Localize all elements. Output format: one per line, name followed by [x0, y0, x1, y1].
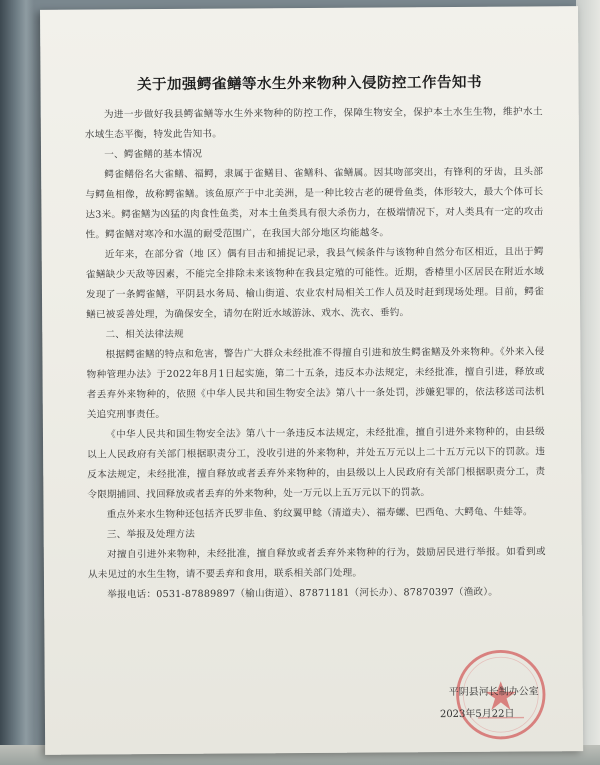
recent-sighting-paragraph: 近年来，在部分省（地 区）偶有目击和捕捉记录，我县气候条件与该物种自然分布区相近，且出于鳄雀鳝缺少天敌等因素，不能完全排除未来该物种在我县定殖的可能性。近期，香椿里小区居民在附近水域发现了一条鳄雀鳝，平阴县水务局、榆山街道、农业农村局相关工作人员及时赶到现场处理。目前，鳄雀鳝已被妥善处理，为确保安全，请勿在附近水域游泳、戏水、洗衣、垂钓。: [85, 246, 545, 321]
basic-info-paragraph: 鳄雀鳝俗名大雀鳝、福鳄，隶属于雀鳝目、雀鳝科、雀鳝属。因其吻部突出，有锋利的牙齿，且头部与鳄鱼相像，故称鳄雀鳝。该鱼原产于中北美洲，是一种比较古老的硬骨鱼类，体形较大，最大个体可长达3米。鳄雀鳝为凶猛的肉食性鱼类，对本土鱼类具有很大杀伤力，在极端情况下，对人类具有一定的攻击性。鳄雀鳝对寒冷和水温的耐受范围广，在我国大部分地区均能越冬。: [85, 166, 544, 241]
law-paragraph-1: 根据鳄雀鳝的特点和危害，警告广大群众未经批准不得擅自引进和放生鳄雀鳝及外来物种。《外来入侵物种管理办法》于2022年8月1日起实施，第二十五条，违反本办法规定，未经批准，擅自引进，释放或者丢弃外来物种的，依照《中华人民共和国生物安全法》第八十一条处罚，涉嫌犯罪的，依法移送司法机关追究刑事责任。: [86, 346, 545, 421]
intro-paragraph: 为进一步做好我县鳄雀鳝等水生外来物种的防控工作，保障生物安全，保护本土水生生物，维护水土水域生态平衡，特发此告知书。: [84, 106, 543, 141]
report-paragraph: 对擅自引进外来物种，未经批准，擅自释放或者丢弃外来物种的行为，鼓励居民进行举报。如看到或从未见过的水生生物，请不要丢弃和食用，联系相关部门处理。: [87, 546, 546, 581]
key-species-paragraph: 重点外来水生物种还包括齐氏罗非鱼、豹纹翼甲鲶（清道夫）、福寿螺、巴西龟、大鳄龟、牛蛙等。: [106, 506, 533, 521]
section-heading-basic-info: 一、鳄雀鳝的基本情况: [104, 148, 203, 161]
signature-date: 2023年5月22日: [439, 708, 515, 721]
law-paragraph-2: 《中华人民共和国生物安全法》第八十一条违反本法规定，未经批准，擅自引进外来物种的，由县级以上人民政府有关部门根据职责分工，没收引进的外来物种，并处五万元以上二十五万元以下的罚款。违反本法规定，未经批准，擅自释放或者丢弃外来物种的，由县级以上人民政府有关部门根据职责分工，责令限期捕回、找回释放或者丢弃的外来物种，处一万元以上五万元以下的罚款。: [87, 426, 546, 501]
notice-paper: [40, 6, 583, 755]
signature-organization: 平阴县河长制办公室: [448, 686, 539, 699]
section-heading-report: 三、举报及处理方法: [106, 528, 196, 541]
notice-title: 关于加强鳄雀鳝等水生外来物种入侵防控工作告知书: [136, 73, 483, 94]
notice-body: [85, 102, 546, 605]
hotline-paragraph: 举报电话：0531-87889897（榆山街道）、87871181（河长办）、87870397（渔政）。: [107, 586, 499, 601]
section-heading-laws: 二、相关法律法规: [105, 328, 184, 341]
